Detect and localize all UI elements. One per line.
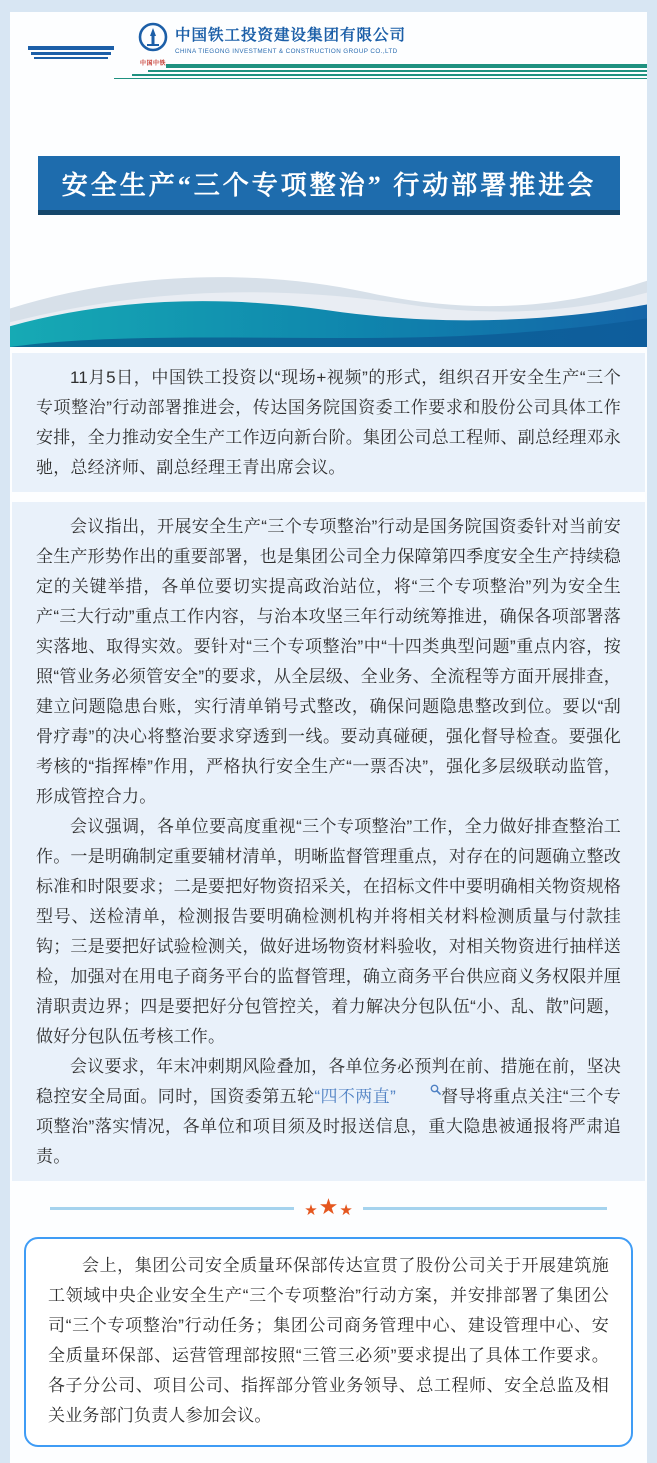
company-name-cn: 中国铁工投资建设集团有限公司 bbox=[175, 27, 407, 44]
paragraph-box-1 bbox=[12, 353, 645, 492]
search-term-link[interactable]: “四不两直” bbox=[314, 1087, 396, 1106]
wave-decoration bbox=[10, 263, 647, 347]
divider-line-right bbox=[363, 1207, 607, 1210]
divider-line-left bbox=[50, 1207, 294, 1210]
blue-speed-lines bbox=[28, 46, 114, 61]
star-divider bbox=[50, 1195, 607, 1221]
company-name-block bbox=[175, 22, 406, 55]
company-emblem bbox=[138, 22, 168, 67]
company-logo-icon bbox=[138, 22, 168, 57]
paragraph-4 bbox=[36, 1052, 621, 1172]
green-speed-lines bbox=[114, 64, 647, 81]
article-card bbox=[10, 12, 647, 1463]
paragraph-2: 会议指出，开展安全生产“三个专项整治”行动是国务院国资委针对当前安全生产形势作出的重要部署，也是集团公司全力保障第四季度安全生产持续稳定的关键举措，各单位要切实提高政治站位，将“三个专项整治”列为安全生产“三大行动”重点工作内容，与治本攻坚三年行动统筹推进，确保各项部署落实落地、取得实效。要针对“三个专项整治”中“十四类典型问题”重点内容，按照“管业务必须管安全”的要求，从全层级、全业务、全流程等方面开展排查，建立问题隐患台账，实行清单销号式整改，确保问题隐患整改到位。要以“刮骨疗毒”的决心将整治要求穿透到一线。要动真碰硬，强化督导检查。要强化考核的“指挥棒”作用，严格执行安全生产“一票否决”，强化多层级联动监管，形成管控合力。 bbox=[36, 517, 621, 806]
paragraph-4-text: 会议要求，年末冲刺期风险叠加，各单位务必预判在前、措施在前，坚决稳控安全局面。同时，国资委第五轮 bbox=[36, 1057, 621, 1106]
title-banner bbox=[38, 156, 620, 215]
company-header bbox=[10, 12, 647, 104]
star-icon: ★ bbox=[304, 1201, 318, 1219]
company-logo-block bbox=[138, 22, 406, 67]
paragraph-4-text-after: 督导将重点关注“三个专项整治”落实情况，各单位和项目须及时报送信息，重大隐患被通报将严肃追责。 bbox=[36, 1087, 621, 1166]
search-icon[interactable] bbox=[396, 1084, 441, 1095]
company-name-en: CHINA TIEGONG INVESTMENT & CONSTRUCTION GROUP CO.,LTD bbox=[175, 48, 398, 55]
paragraph-1: 11月5日，中国铁工投资以“现场+视频”的形式，组织召开安全生产“三个专项整治”行动部署推进会，传达国务院国资委工作要求和股份公司具体工作安排，全力推动安全生产工作迈向新台阶。集团公司总工程师、副总经理邓永驰，总经济师、副总经理王青出席会议。 bbox=[36, 368, 621, 477]
star-icon: ★ bbox=[318, 1193, 339, 1219]
logo-caption: 中国中铁 bbox=[139, 61, 166, 67]
page-title: 安全生产“三个专项整治” 行动部署推进会 bbox=[61, 170, 597, 200]
summary-box bbox=[24, 1237, 633, 1447]
paragraph-3: 会议强调，各单位要高度重视“三个专项整治”工作，全力做好排查整治工作。一是明确制定重要辅材清单，明晰监督管理重点，对存在的问题确立整改标准和时限要求；二是要把好物资招采关，在招标文件中要明确相关物资规格型号、送检清单，检测报告要明确检测机构并将相关材料检测质量与付款挂钩；三是要把好试验检测关，做好进场物资材料验收，对相关物资进行抽样送检，加强对在用电子商务平台的监督管理，确立商务平台供应商义务权限并厘清职责边界；四是要把好分包管控关，着力解决分包队伍“小、乱、散”问题，做好分包队伍考核工作。 bbox=[36, 817, 621, 1046]
paragraph-5: 会上，集团公司安全质量环保部传达宣贯了股份公司关于开展建筑施工领域中央企业安全生产“三个专项整治”行动方案，并安排部署了集团公司“三个专项整治”行动任务；集团公司商务管理中心、建设管理中心、安全质量环保部、运营管理部按照“三管三必须”要求提出了具体工作要求。各子分公司、项目公司、指挥部分管业务领导、总工程师、安全总监及相关业务部门负责人参加会议。 bbox=[48, 1256, 609, 1425]
paragraph-box-2 bbox=[12, 502, 645, 1181]
star-icons bbox=[294, 1193, 363, 1219]
star-icon: ★ bbox=[339, 1201, 353, 1219]
